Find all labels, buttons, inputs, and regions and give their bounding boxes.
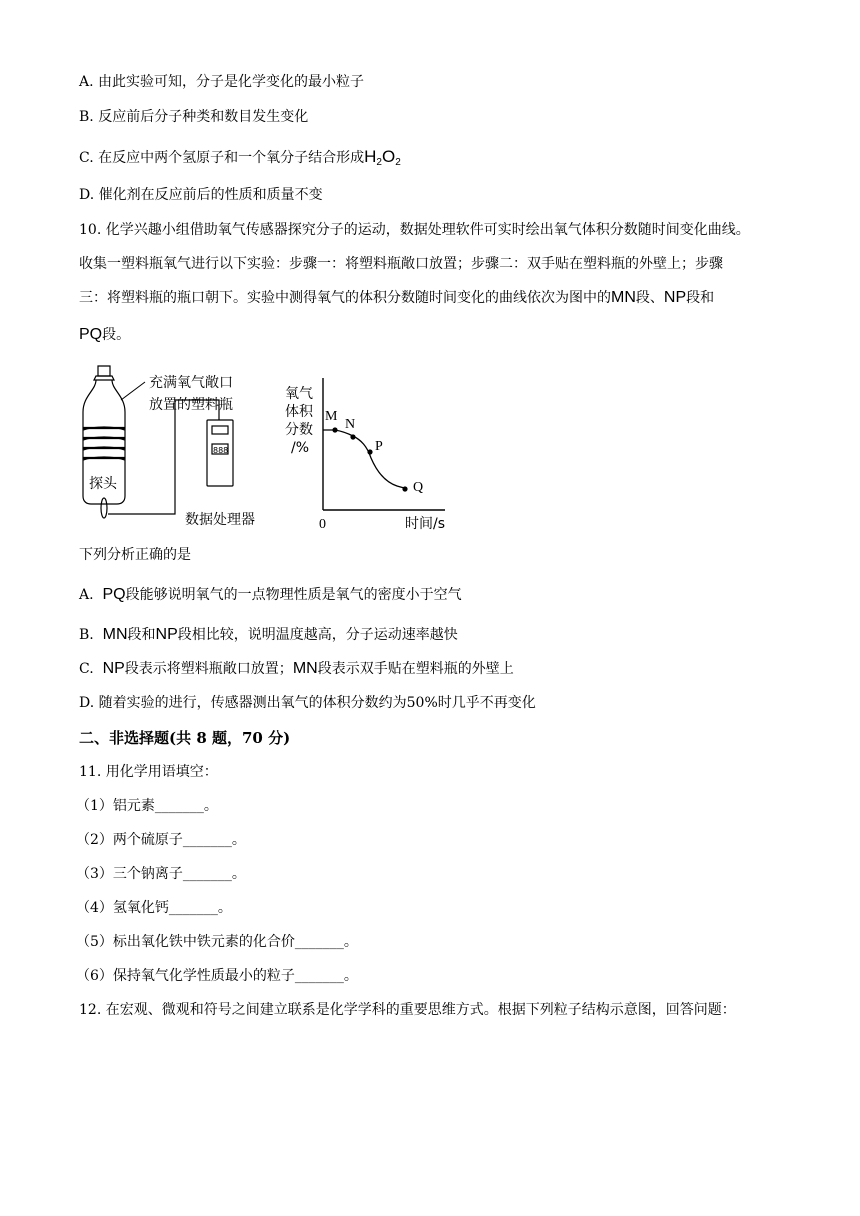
q10-option-d: D. 随着实验的进行，传感器测出氧气的体积分数约为50%时几乎不再变化	[79, 695, 536, 711]
q12-stem: 12. 在宏观、微观和符号之间建立联系是化学学科的重要思维方式。根据下列粒子结构示意图，回答问题：	[79, 1002, 736, 1018]
q10-option-a: A. PQ段能够说明氧气的一点物理性质是氧气的密度小于空气	[79, 586, 462, 603]
q11-item-4: （4）氢氧化钙_______。	[76, 900, 232, 916]
q10-option-c: C. NP段表示将塑料瓶敞口放置；MN段表示双手贴在塑料瓶的外壁上	[79, 660, 514, 677]
point-m-label: M	[325, 409, 338, 424]
section-heading: 二、非选择题(共 8 题，70 分)	[79, 729, 291, 747]
processor-label: 数据处理器	[185, 512, 255, 528]
y-axis-label-2: 体积	[285, 404, 313, 420]
segment-mn: MN	[611, 289, 636, 306]
bottle-label-2: 放置的塑料瓶	[149, 397, 233, 413]
x-axis-label: 时间/s	[405, 516, 446, 532]
point-p-marker	[367, 449, 372, 454]
point-n-label: N	[345, 417, 356, 432]
q11-item-1: （1）铝元素_______。	[76, 798, 218, 814]
point-q-label: Q	[413, 480, 424, 495]
point-n-marker	[350, 434, 355, 439]
graph-axes	[323, 378, 445, 510]
y-axis-label-3: 分数	[285, 422, 313, 438]
experiment-figure	[79, 360, 459, 544]
origin-label: 0	[319, 517, 326, 532]
q9-option-b: B. 反应前后分子种类和数目发生变化	[79, 109, 309, 125]
point-q-marker	[402, 486, 407, 491]
q9-option-d: D. 催化剂在反应前后的性质和质量不变	[79, 187, 323, 203]
q9-option-a: A. 由此实验可知，分子是化学变化的最小粒子	[79, 74, 365, 90]
q10-option-b: B. MN段和NP段相比较，说明温度越高，分子运动速率越快	[79, 626, 458, 643]
probe-label: 探头	[89, 476, 117, 492]
q11-item-5: （5）标出氧化铁中铁元素的化合价_______。	[76, 934, 358, 950]
y-axis-label-4: /%	[291, 440, 310, 456]
segment-np: NP	[663, 289, 687, 306]
y-axis-label-1: 氧气	[285, 386, 313, 402]
point-m-marker	[332, 427, 337, 432]
q11-item-2: （2）两个硫原子_______。	[76, 832, 246, 848]
oxygen-curve	[323, 430, 406, 489]
segment-pq: PQ	[79, 326, 103, 343]
processor-display: 888	[213, 446, 229, 455]
plastic-bottle	[83, 366, 125, 518]
bottle-label-1: 充满氧气敞口	[149, 375, 233, 391]
q9-option-c-text: C. 在反应中两个氢原子和一个氧分子结合形成	[79, 150, 365, 166]
h2o2-formula: $H_2O_2$	[364, 147, 401, 168]
q10-stem-line4: PQ段。	[79, 326, 131, 343]
q10-stem-line2: 收集一塑料瓶氧气进行以下实验：步骤一：将塑料瓶敞口放置；步骤二：双手贴在塑料瓶的外壁上；步骤	[79, 256, 723, 272]
q9-option-c	[79, 147, 401, 173]
q10-stem-line1: 10. 化学兴趣小组借助氧气传感器探究分子的运动，数据处理软件可实时绘出氧气体积分数随时间变化曲线。	[79, 222, 750, 238]
q10-stem-line3: 三：将塑料瓶的瓶口朝下。实验中测得氧气的体积分数随时间变化的曲线依次为图中的MN段、NP段和	[79, 289, 715, 306]
q11-item-3: （3）三个钠离子_______。	[76, 866, 246, 882]
point-p-label: P	[375, 439, 383, 454]
q11-item-6: （6）保持氧气化学性质最小的粒子_______。	[76, 968, 358, 984]
q10-prompt: 下列分析正确的是	[79, 547, 191, 563]
q11-stem: 11. 用化学用语填空：	[79, 764, 218, 780]
